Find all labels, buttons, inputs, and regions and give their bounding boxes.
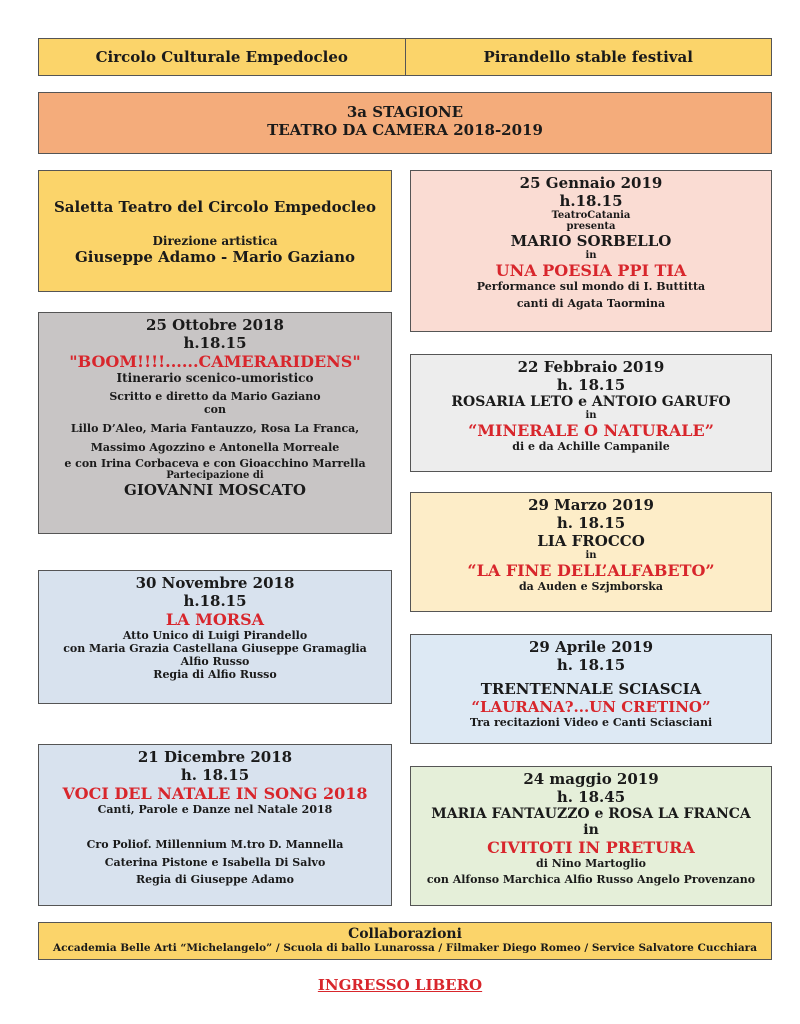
event-in: in <box>585 550 597 561</box>
venue-box <box>38 170 392 292</box>
header-banner <box>38 38 772 76</box>
event-time: h. 18.15 <box>556 514 626 532</box>
event-date: 30 Novembre 2018 <box>135 574 295 592</box>
event-date: 29 Aprile 2019 <box>528 638 654 656</box>
event-aprile <box>410 634 772 744</box>
event-line: di e da Achille Campanile <box>512 440 670 453</box>
event-line: Caterina Pistone e Isabella Di Salvo <box>104 856 326 869</box>
season-number: 3a STAGIONE <box>346 103 464 121</box>
header-festival: Pirandello stable festival <box>483 48 693 66</box>
event-time: h. 18.15 <box>556 656 626 674</box>
event-line: con <box>203 403 227 416</box>
event-performer: TRENTENNALE SCIASCIA <box>480 680 702 698</box>
event-in: in <box>583 822 599 838</box>
event-marzo <box>410 492 772 612</box>
event-time: h. 18.15 <box>180 766 250 784</box>
event-time: h.18.15 <box>183 334 247 352</box>
event-line: Performance sul mondo di I. Buttitta <box>476 280 706 293</box>
event-time: h. 18.15 <box>556 376 626 394</box>
collaborations-title: Collaborazioni <box>348 926 462 942</box>
collaborations-box <box>38 922 772 960</box>
event-date: 22 Febbraio 2019 <box>517 358 665 376</box>
event-line: Partecipazione di <box>166 470 264 481</box>
venue-name: Saletta Teatro del Circolo Empedocleo <box>53 198 377 216</box>
event-date: 25 Gennaio 2019 <box>519 174 663 192</box>
event-line: Tra recitazioni Video e Canti Sciasciani <box>469 716 713 729</box>
event-time: h. 18.45 <box>556 788 626 806</box>
event-line: di Nino Martoglio <box>536 857 646 870</box>
event-date: 24 maggio 2019 <box>523 770 659 788</box>
event-line: Lillo D’Aleo, Maria Fantauzzo, Rosa La Franca, <box>70 422 360 435</box>
event-novembre <box>38 570 392 704</box>
event-dicembre <box>38 744 392 906</box>
event-title: LA MORSA <box>165 610 265 629</box>
event-maggio <box>410 766 772 906</box>
event-febbraio <box>410 354 772 472</box>
event-line: da Auden e Szjmborska <box>518 580 664 593</box>
event-title: “MINERALE O NATURALE” <box>468 421 714 440</box>
event-date: 21 Dicembre 2018 <box>137 748 293 766</box>
event-presenter: TeatroCatania <box>551 210 631 221</box>
event-line: Regia di Alfio Russo <box>153 668 277 681</box>
event-line: Regia di Giuseppe Adamo <box>136 873 294 886</box>
free-entry-notice: INGRESSO LIBERO <box>317 976 483 994</box>
event-line: Itinerario scenico-umoristico <box>116 371 314 385</box>
event-time: h.18.15 <box>559 192 623 210</box>
event-performer: LIA FROCCO <box>537 532 645 550</box>
event-title: CIVITOTI IN PRETURA <box>487 838 695 857</box>
event-title: "BOOM!!!!......CAMERARIDENS" <box>69 352 361 371</box>
event-line: Scritto e diretto da Mario Gaziano <box>109 390 321 403</box>
event-line: con Alfonso Marchica Alfio Russo Angelo Provenzano <box>426 873 756 886</box>
collaborations-list: Accademia Belle Arti “Michelangelo” / Scuola di ballo Lunarossa / Filmaker Diego Romeo / Service Salvatore Cucchiara <box>52 942 758 954</box>
event-ottobre <box>38 312 392 534</box>
header-organizer: Circolo Culturale Empedocleo <box>39 39 406 75</box>
directors: Giuseppe Adamo - Mario Gaziano <box>74 248 356 266</box>
event-line: e con Irina Corbaceva e con Gioacchino Marrella <box>64 457 366 470</box>
event-performer: MARIA FANTAUZZO e ROSA LA FRANCA <box>431 806 751 822</box>
season-title: TEATRO DA CAMERA 2018-2019 <box>267 121 543 139</box>
event-line: canti di Agata Taormina <box>516 297 666 310</box>
event-title: VOCI DEL NATALE IN SONG 2018 <box>62 784 368 803</box>
event-guest: GIOVANNI MOSCATO <box>124 481 306 499</box>
season-banner <box>38 92 772 154</box>
direction-label: Direzione artistica <box>152 234 278 248</box>
event-time: h.18.15 <box>183 592 247 610</box>
event-line: Atto Unico di Luigi Pirandello <box>122 629 308 642</box>
event-line: Alfio Russo <box>180 655 250 668</box>
event-in: in <box>585 410 597 421</box>
event-title: “LAURANA?...UN CRETINO” <box>471 698 711 716</box>
event-date: 25 Ottobre 2018 <box>146 316 284 334</box>
event-line: Massimo Agozzino e Antonella Morreale <box>90 441 340 454</box>
event-line: Canti, Parole e Danze nel Natale 2018 <box>97 803 333 816</box>
event-performer: MARIO SORBELLO <box>510 232 672 250</box>
event-performer: ROSARIA LETO e ANTOIO GARUFO <box>451 394 731 410</box>
event-title: UNA POESIA PPI TIA <box>495 261 687 280</box>
event-line: presenta <box>566 221 616 232</box>
event-line: Cro Poliof. Millennium M.tro D. Mannella <box>86 838 344 851</box>
event-in: in <box>585 250 597 261</box>
event-title: “LA FINE DELL’ALFABETO” <box>467 561 715 580</box>
event-date: 29 Marzo 2019 <box>528 496 654 514</box>
event-gennaio <box>410 170 772 332</box>
event-line: con Maria Grazia Castellana Giuseppe Gramaglia <box>63 642 367 655</box>
